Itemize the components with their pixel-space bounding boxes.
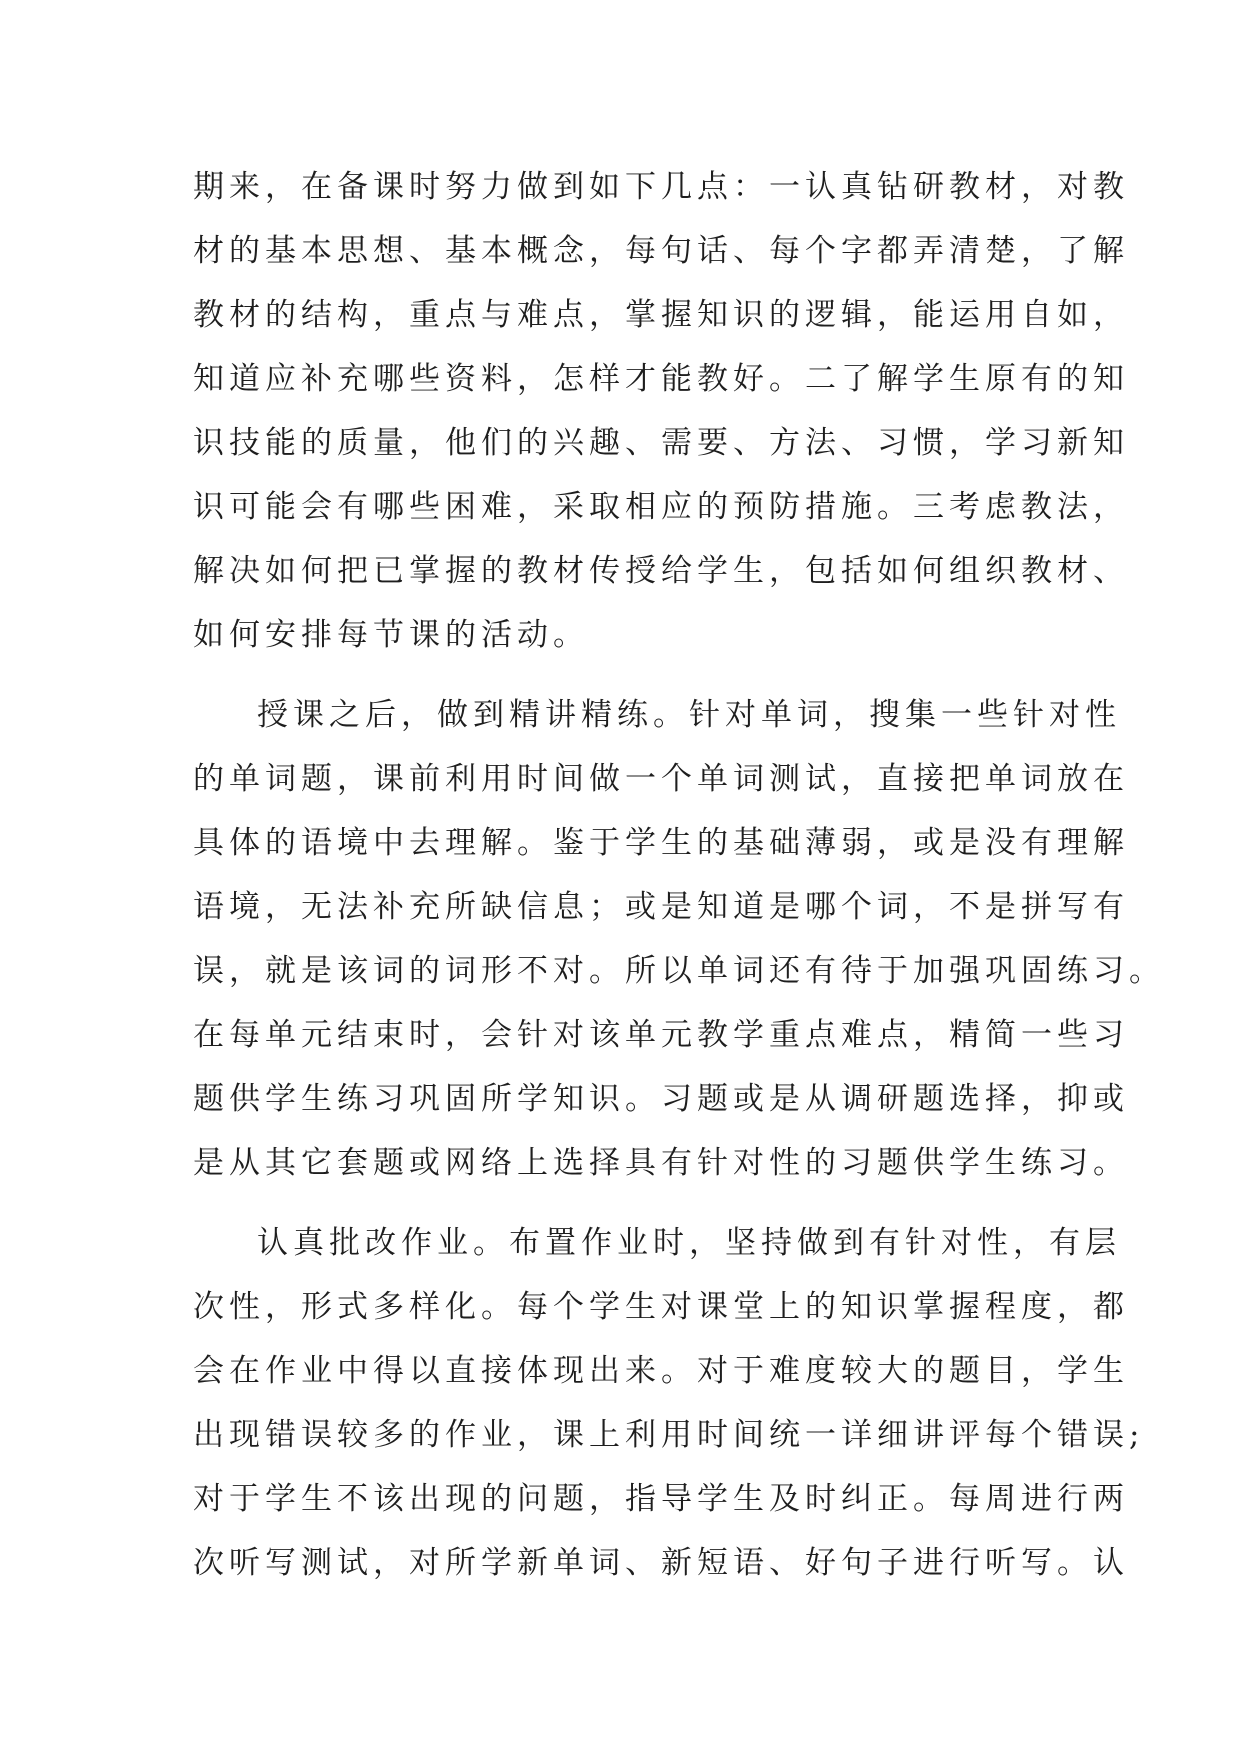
- text-line: 误，就是该词的词形不对。所以单词还有待于加强巩固练习。: [193, 953, 1165, 989]
- text-line: 识技能的质量，他们的兴趣、需要、方法、习惯，学习新知: [193, 425, 1129, 461]
- text-line: 解决如何把已掌握的教材传授给学生，包括如何组织教材、: [193, 553, 1129, 589]
- text-line: 识可能会有哪些困难，采取相应的预防措施。三考虑教法，: [193, 489, 1129, 525]
- text-line: 语境，无法补充所缺信息；或是知道是哪个词，不是拼写有: [193, 889, 1129, 925]
- text-line: 材的基本思想、基本概念，每句话、每个字都弄清楚，了解: [193, 233, 1129, 269]
- text-line: 出现错误较多的作业，课上利用时间统一详细讲评每个错误;: [193, 1417, 1145, 1453]
- text-line: 知道应补充哪些资料，怎样才能教好。二了解学生原有的知: [193, 361, 1129, 397]
- text-line: 教材的结构，重点与难点，掌握知识的逻辑，能运用自如，: [193, 297, 1129, 333]
- text-line: 具体的语境中去理解。鉴于学生的基础薄弱，或是没有理解: [193, 825, 1129, 861]
- text-line: 认真批改作业。布置作业时，坚持做到有针对性，有层: [257, 1225, 1121, 1261]
- text-line: 授课之后，做到精讲精练。针对单词，搜集一些针对性: [257, 697, 1121, 733]
- text-line: 会在作业中得以直接体现出来。对于难度较大的题目，学生: [193, 1353, 1129, 1389]
- text-line: 期来，在备课时努力做到如下几点：一认真钻研教材，对教: [193, 169, 1129, 205]
- text-line: 在每单元结束时，会针对该单元教学重点难点，精简一些习: [193, 1017, 1129, 1053]
- text-line: 次性，形式多样化。每个学生对课堂上的知识掌握程度，都: [193, 1289, 1129, 1325]
- text-line: 对于学生不该出现的问题，指导学生及时纠正。每周进行两: [193, 1481, 1129, 1517]
- paragraph-lesson-preparation: [193, 155, 1129, 667]
- paragraph-teaching-practice: [193, 683, 1165, 1195]
- paragraph-homework-correction: [193, 1211, 1145, 1595]
- text-line: 是从其它套题或网络上选择具有针对性的习题供学生练习。: [193, 1145, 1129, 1181]
- text-line: 的单词题，课前利用时间做一个单词测试，直接把单词放在: [193, 761, 1129, 797]
- text-line: 次听写测试，对所学新单词、新短语、好句子进行听写。认: [193, 1545, 1129, 1581]
- text-line: 题供学生练习巩固所学知识。习题或是从调研题选择，抑或: [193, 1081, 1129, 1117]
- text-line: 如何安排每节课的活动。: [193, 617, 589, 653]
